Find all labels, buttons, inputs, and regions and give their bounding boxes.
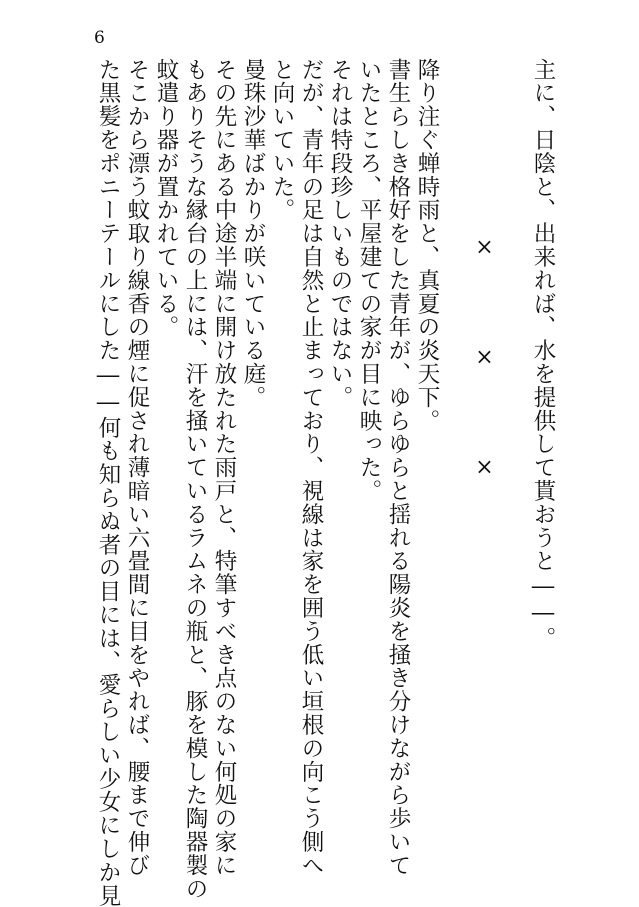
text-line-1: 主に、日陰と、出来れば、水を提供して貰おうと――。 [530, 58, 556, 650]
text-line-9: その先にある中途半端に開け放たれた雨戸と、特筆すべき点のない何処の家に [211, 58, 237, 877]
scene-break [469, 235, 499, 565]
text-line-4: いたところ、平屋建ての家が目に映った。 [356, 58, 382, 503]
text-line-8: 曼珠沙華ばかりが咲いている庭。 [240, 58, 266, 409]
page-number: 6 [94, 28, 105, 48]
scene-break-mark: × [472, 455, 497, 480]
scene-break-mark: × [472, 235, 497, 260]
text-line-5: それは特段珍しいものではない。 [327, 58, 353, 409]
text-line-13: た黒髪をポニーテールにした――何も知らぬ者の目には、愛らしい少女にしか見 [95, 58, 121, 907]
scene-break-mark: × [472, 345, 497, 370]
text-line-10: もありそうな縁台の上には、汗を掻いているラムネの瓶と、豚を模した陶器製の [182, 58, 208, 901]
text-line-3: 書生らしき格好をした青年が、ゆらゆらと揺れる陽炎を掻き分けながら歩いて [385, 58, 411, 877]
text-line-7: と向いていた。 [269, 58, 295, 222]
text-line-11: 蚊遣り器が置かれている。 [153, 58, 179, 339]
text-line-2: 降り注ぐ蝉時雨と、真夏の炎天下。 [414, 58, 440, 433]
text-line-12: そこから漂う蚊取り線香の煙に促され薄暗い六畳間に目をやれば、腰まで伸び [124, 58, 150, 877]
text-line-6: だが、青年の足は自然と止まっており、視線は家を囲う低い垣根の向こう側へ [298, 58, 324, 877]
